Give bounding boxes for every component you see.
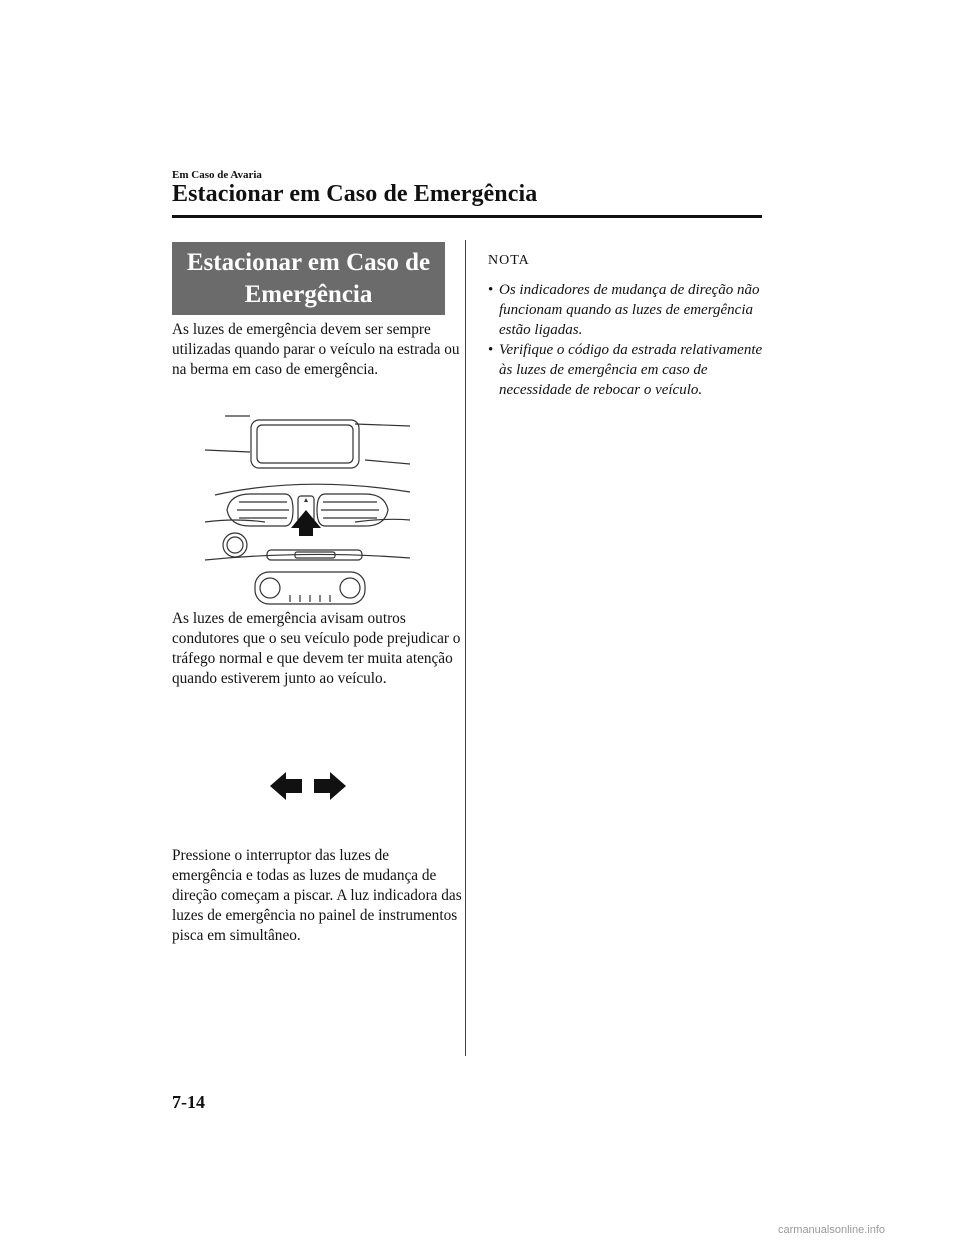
note-list [488,280,768,400]
note-item-text: Verifique o código da estrada relativamente às luzes de emergência em caso de necessidade de rebocar o veículo. [499,342,763,398]
section-banner-line2: Emergência [244,280,373,308]
page-number: 7-14 [172,1092,205,1112]
watermark: carmanualsonline.info [778,1224,886,1236]
note-item [488,340,768,400]
note-label: NOTA [488,253,530,268]
bullet-icon: • [488,342,494,358]
bullet-icon: • [488,282,494,298]
note-item [488,280,768,340]
chapter-label: Em Caso de Avaria [172,169,262,181]
body-paragraph-2: As luzes de emergência avisam outros condutores que o seu veículo pode prejudicar o tráfego normal e que devem ter muita atenção quando estiverem junto ao veículo. [172,610,461,687]
section-banner [172,242,445,315]
body-paragraph-1: As luzes de emergência devem ser sempre utilizadas quando parar o veículo na estrada ou na berma em caso de emergência. [172,321,460,378]
page-title: Estacionar em Caso de Emergência [172,181,538,207]
section-banner-line1: Estacionar em Caso de [186,248,431,276]
dashboard-hazard-switch-icon [205,410,415,610]
column-divider [465,240,466,1056]
note-item-text: Os indicadores de mudança de direção não funcionam quando as luzes de emergência estão ligadas. [499,282,760,338]
turn-signal-arrows-icon [268,768,348,804]
body-paragraph-3: Pressione o interruptor das luzes de emergência e todas as luzes de mudança de direção começam a piscar. A luz indicadora das luzes de emergência no painel de instrumentos pisca em simultâneo. [172,847,462,944]
title-rule [172,215,762,218]
